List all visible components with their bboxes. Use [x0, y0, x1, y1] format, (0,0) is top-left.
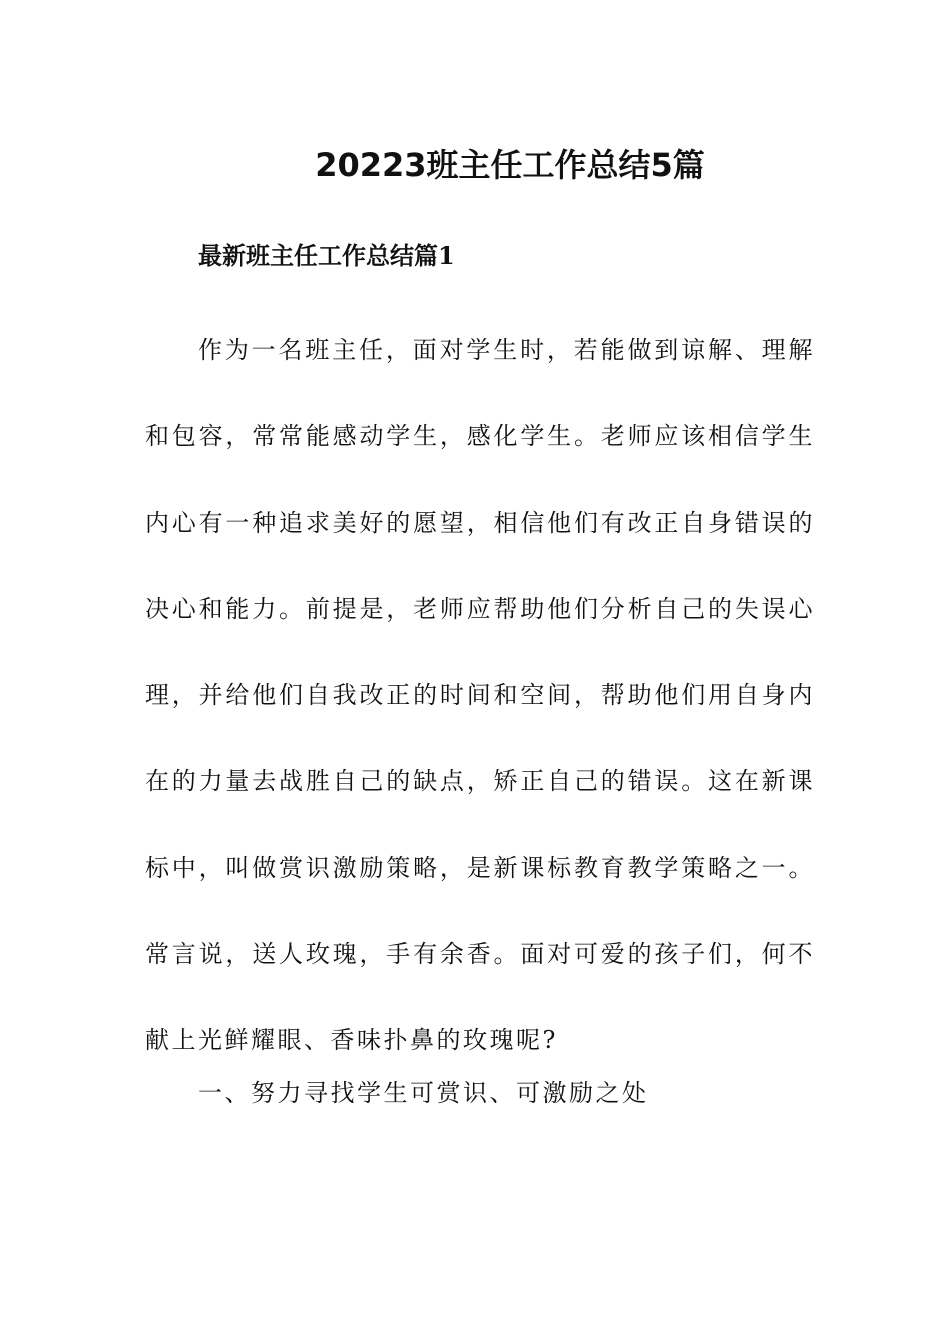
document-title: 20223班主任工作总结5篇	[315, 146, 705, 184]
section-heading: 最新班主任工作总结篇1	[198, 241, 455, 270]
body-paragraph: 作为一名班主任，面对学生时，若能做到谅解、理解和包容，常常能感动学生，感化学生。老师应该相信学生内心有一种追求美好的愿望，相信他们有改正自身错误的决心和能力。前提是，老师应帮助他们分析自己的失误心理，并给他们自我改正的时间和空间，帮助他们用自身内在的力量去战胜自己的缺点，矫正自己的错误。这在新课标中，叫做赏识激励策略，是新课标教育教学策略之一。常言说，送人玫瑰，手有余香。面对可爱的孩子们，何不献上光鲜耀眼、香味扑鼻的玫瑰呢?	[145, 336, 815, 1055]
subheading: 一、努力寻找学生可赏识、可激励之处	[198, 1079, 649, 1107]
